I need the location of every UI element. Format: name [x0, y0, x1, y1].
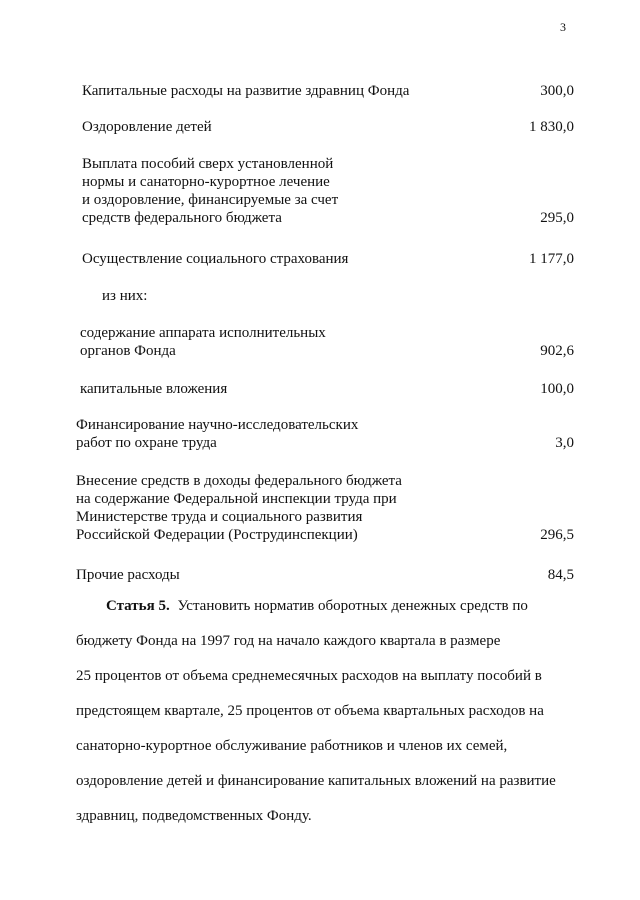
expense-row	[78, 380, 578, 398]
expense-label-line: содержание аппарата исполнительных	[80, 325, 326, 341]
expense-label-line: капитальные вложения	[80, 381, 228, 397]
expense-label	[82, 118, 502, 136]
expense-label-line: Осуществление социального страхования	[82, 251, 349, 267]
article-line	[76, 807, 576, 842]
expense-row	[78, 250, 578, 268]
article-line	[76, 772, 576, 807]
expense-label	[80, 324, 500, 360]
article-line-text: здравниц, подведомственных Фонду.	[76, 808, 312, 824]
expense-value: 902,6	[540, 343, 574, 359]
expense-row	[78, 324, 578, 360]
article-line	[76, 737, 576, 772]
expense-label-line: средств федерального бюджета	[82, 210, 282, 226]
page-number: 3	[560, 20, 566, 34]
expense-label	[82, 82, 502, 100]
expense-label-line: из них:	[102, 288, 148, 304]
expense-row	[78, 416, 578, 452]
expense-value: 84,5	[547, 567, 574, 583]
article-line-text: оздоровление детей и финансирование капитальных вложений на развитие	[76, 773, 556, 789]
article-heading: Статья 5.	[106, 598, 170, 614]
expense-row	[78, 155, 578, 227]
expense-label-line: Оздоровление детей	[82, 119, 212, 135]
expense-row	[78, 287, 578, 305]
article-line-text: предстоящем квартале, 25 процентов от объема квартальных расходов на	[76, 703, 544, 719]
expense-value: 296,5	[540, 527, 574, 543]
article-first-line	[76, 597, 528, 632]
expense-row	[78, 118, 578, 136]
expense-label-line: Выплата пособий сверх установленной	[82, 156, 334, 172]
expense-label	[76, 472, 496, 544]
expense-label-line: органов Фонда	[80, 343, 176, 359]
expense-label	[76, 416, 496, 452]
expense-label-line: Прочие расходы	[76, 567, 180, 583]
article-line-text: 25 процентов от объема среднемесячных расходов на выплату пособий в	[76, 668, 542, 684]
article-line-text: бюджету Фонда на 1997 год на начало каждого квартала в размере	[76, 633, 501, 649]
expense-value: 295,0	[540, 210, 574, 226]
expense-label-line: Капитальные расходы на развитие здравниц Фонда	[82, 83, 410, 99]
article-line	[76, 632, 576, 667]
expense-value: 3,0	[555, 435, 574, 451]
expense-label-line: Российской Федерации (Рострудинспекции)	[76, 527, 358, 543]
expense-value: 300,0	[540, 83, 574, 99]
expense-label	[82, 155, 502, 227]
expense-label-line: Финансирование научно-исследовательских	[76, 417, 359, 433]
expense-label	[102, 287, 522, 305]
article-line	[76, 597, 576, 632]
article-line-text: санаторно-курортное обслуживание работников и членов их семей,	[76, 738, 508, 754]
expense-label-line: Министерстве труда и социального развития	[76, 509, 363, 525]
expense-row	[78, 472, 578, 544]
expense-row	[78, 566, 578, 584]
expense-label-line: на содержание Федеральной инспекции труда при	[76, 491, 397, 507]
expense-label-line: Внесение средств в доходы федерального бюджета	[76, 473, 402, 489]
expense-label-line: и оздоровление, финансируемые за счет	[82, 192, 339, 208]
article-line	[76, 667, 576, 702]
expense-value: 1 177,0	[529, 251, 574, 267]
article-line-text: Установить норматив оборотных денежных средств по	[177, 598, 528, 614]
expense-label-line: работ по охране труда	[76, 435, 217, 451]
expense-label	[80, 380, 500, 398]
expense-label	[82, 250, 502, 268]
article-paragraph	[76, 597, 576, 842]
article-line	[76, 702, 576, 737]
expense-value: 1 830,0	[529, 119, 574, 135]
expense-label	[76, 566, 496, 584]
expense-label-line: нормы и санаторно-курортное лечение	[82, 174, 330, 190]
expense-row	[78, 82, 578, 100]
expense-value: 100,0	[540, 381, 574, 397]
